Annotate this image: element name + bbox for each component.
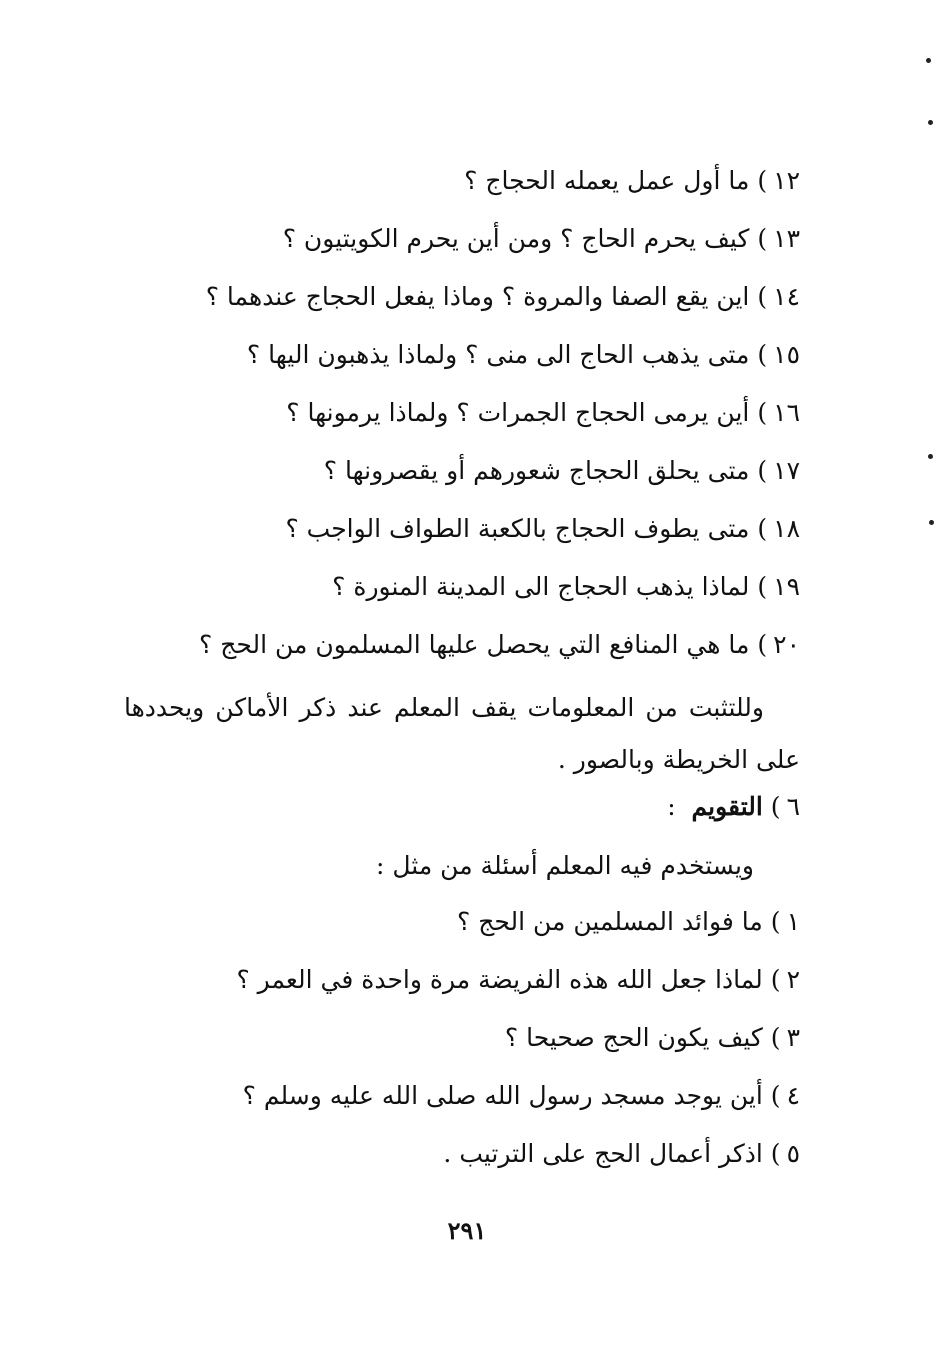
- scan-mark: [929, 520, 934, 525]
- question-text: متى يذهب الحاج الى منى ؟ ولماذا يذهبون اليها ؟: [246, 340, 750, 369]
- eval-question-1: [457, 904, 800, 940]
- question-text: لماذا جعل الله هذه الفريضة مرة واحدة في العمر ؟: [236, 965, 763, 994]
- question-paren: ): [757, 340, 768, 369]
- question-paren: ): [757, 282, 768, 311]
- intro-line: ويستخدم فيه المعلم أسئلة من مثل :: [375, 851, 754, 880]
- question-number: ٢: [786, 965, 800, 994]
- section-paren: ): [770, 792, 781, 821]
- question-17: [324, 453, 800, 489]
- section-number: ٦: [786, 792, 800, 821]
- question-text: متى يحلق الحجاج شعورهم أو يقصرونها ؟: [323, 456, 750, 485]
- question-paren: ): [770, 1023, 781, 1052]
- question-paren: ): [757, 398, 768, 427]
- section-heading: [667, 789, 800, 825]
- question-text: اين يقع الصفا والمروة ؟ وماذا يفعل الحجاج عندهما ؟: [205, 282, 750, 311]
- question-number: ٣: [786, 1023, 800, 1052]
- question-paren: ): [757, 456, 768, 485]
- question-number: ١٧: [773, 456, 800, 485]
- question-14: [206, 279, 800, 315]
- question-paren: ): [757, 572, 768, 601]
- scan-mark: [928, 120, 933, 125]
- question-18: [285, 511, 800, 547]
- question-text: لماذا يذهب الحجاج الى المدينة المنورة ؟: [332, 572, 750, 601]
- question-text: متى يطوف الحجاج بالكعبة الطواف الواجب ؟: [285, 514, 750, 543]
- question-15: [247, 337, 800, 373]
- question-paren: ): [770, 965, 781, 994]
- question-text: كيف يحرم الحاج ؟ ومن أين يحرم الكويتيون ؟: [282, 224, 750, 253]
- question-number: ١٤: [773, 282, 800, 311]
- question-paren: ): [757, 630, 768, 659]
- question-number: ٥: [786, 1139, 800, 1168]
- question-12: [464, 163, 800, 199]
- section-colon: :: [667, 792, 676, 821]
- question-20: [199, 627, 800, 663]
- question-text: ما فوائد المسلمين من الحج ؟: [457, 907, 763, 936]
- question-number: ٢٠: [773, 630, 800, 659]
- question-text: كيف يكون الحج صحيحا ؟: [504, 1023, 763, 1052]
- body-paragraph: وللتثبت من المعلومات يقف المعلم عند ذكر الأماكن ويحددها على الخريطة وبالصور .: [124, 693, 800, 774]
- question-paren: ): [770, 1081, 781, 1110]
- eval-question-3: [505, 1020, 800, 1056]
- question-paren: ): [757, 166, 768, 195]
- question-text: أين يرمى الحجاج الجمرات ؟ ولماذا يرمونها ؟: [286, 398, 750, 427]
- page-number: ٢٩١: [447, 1216, 487, 1245]
- scan-mark: [928, 454, 933, 459]
- question-text: ما هي المنافع التي يحصل عليها المسلمون من الحج ؟: [199, 630, 750, 659]
- question-paren: ): [770, 1139, 781, 1168]
- question-text: أين يوجد مسجد رسول الله صلى الله عليه وسلم ؟: [242, 1081, 763, 1110]
- section-title: التقويم: [691, 792, 763, 821]
- eval-question-5: [443, 1136, 800, 1172]
- question-number: ١٥: [773, 340, 800, 369]
- question-text: اذكر أعمال الحج على الترتيب .: [443, 1139, 763, 1168]
- question-number: ١٨: [773, 514, 800, 543]
- question-number: ١٣: [773, 224, 800, 253]
- scan-mark: [926, 58, 931, 63]
- question-19: [332, 569, 800, 605]
- question-13: [283, 221, 800, 257]
- question-number: ١٩: [773, 572, 800, 601]
- question-number: ٤: [786, 1081, 800, 1110]
- eval-question-4: [243, 1078, 800, 1114]
- eval-question-2: [236, 962, 800, 998]
- question-number: ١: [786, 907, 800, 936]
- question-number: ١٢: [773, 166, 800, 195]
- question-paren: ): [757, 224, 768, 253]
- question-paren: ): [757, 514, 768, 543]
- question-number: ١٦: [773, 398, 800, 427]
- question-paren: ): [770, 907, 781, 936]
- question-16: [286, 395, 800, 431]
- question-text: ما أول عمل يعمله الحجاج ؟: [464, 166, 750, 195]
